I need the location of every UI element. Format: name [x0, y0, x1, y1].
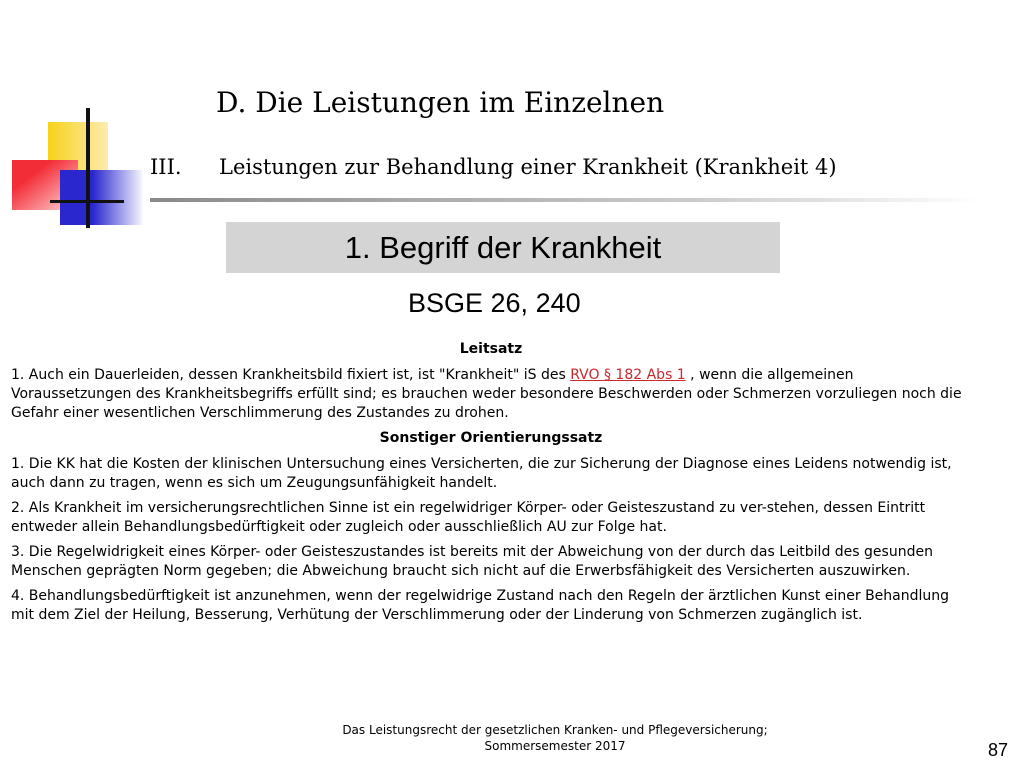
header-divider	[150, 198, 980, 202]
logo-blue-square	[60, 170, 142, 225]
logo-horizontal-line	[50, 200, 124, 203]
slide-footer	[330, 722, 780, 754]
orientierungssatz-item: 3. Die Regelwidrigkeit eines Körper- oder Geisteszustandes ist bereits mit der Abweichung von der durch das Leitbild des gesunden Menschen geprägten Norm gegeben; die Abweichung braucht sich nicht auf die Erwerbsfähigkeit des Versicherten auszuwirken.	[11, 544, 933, 579]
orientierungssatz-heading: Sonstiger Orientierungssatz	[379, 430, 603, 446]
court-reference: BSGE 26, 240	[408, 288, 581, 318]
slide-title: D. Die Leistungen im Einzelnen	[216, 86, 665, 119]
leitsatz-heading: Leitsatz	[459, 341, 523, 357]
leitsatz-text-start: 1. Auch ein Dauerleiden, dessen Krankheitsbild fixiert ist, ist "Krankheit" iS des	[11, 367, 571, 383]
footer-semester: Sommersemester 2017	[484, 739, 626, 753]
orientierungssatz-item: 1. Die KK hat die Kosten der klinischen Untersuchung eines Versicherten, die zur Sicherung der Diagnose eines Leidens notwendig ist, auch dann zu tragen, wenn es sich um Zeugungsunfähigkeit handelt.	[11, 456, 952, 491]
orientierungssatz-item: 2. Als Krankheit im versicherungsrechtlichen Sinne ist ein regelwidriger Körper- oder Geisteszustand zu ver-stehen, dessen Eintritt entweder allein Behandlungsbedürftigkeit oder zugleich oder ausschließlich AU zur Folge hat.	[11, 500, 926, 535]
logo-vertical-line	[86, 108, 90, 228]
footer-course-title: Das Leistungsrecht der gesetzlichen Kranken- und Pflegeversicherung;	[342, 723, 768, 737]
orientierungssatz-item: 4. Behandlungsbedürftigkeit ist anzunehmen, wenn der regelwidrige Zustand nach den Regeln der ärztlichen Kunst einer Behandlung mit dem Ziel der Heilung, Besserung, Verhütung der Verschlimmerung oder der Linderung von Schmerzen zugänglich ist.	[11, 588, 950, 623]
leitsatz-text-end: , wenn die allgemeinen Voraussetzungen des Krankheitsbegriffs erfüllt sind; es brauchen weder besondere Beschwerden oder Schmerzen vorzuliegen noch die Gefahr einer wesentlichen Verschlimmerung des Zustandes zu drohen.	[11, 367, 962, 421]
leitsatz-paragraph	[11, 366, 971, 423]
topic-box	[226, 222, 780, 273]
section-number: III.	[150, 155, 182, 179]
slide-logo-decoration	[0, 100, 150, 230]
page-number: 87	[988, 740, 1009, 760]
section-title: Leistungen zur Behandlung einer Krankheit (Krankheit 4)	[219, 155, 837, 179]
topic-box-title: 1. Begriff der Krankheit	[344, 229, 662, 265]
decision-text	[11, 340, 971, 631]
rvo-link[interactable]: RVO § 182 Abs 1	[570, 367, 686, 383]
